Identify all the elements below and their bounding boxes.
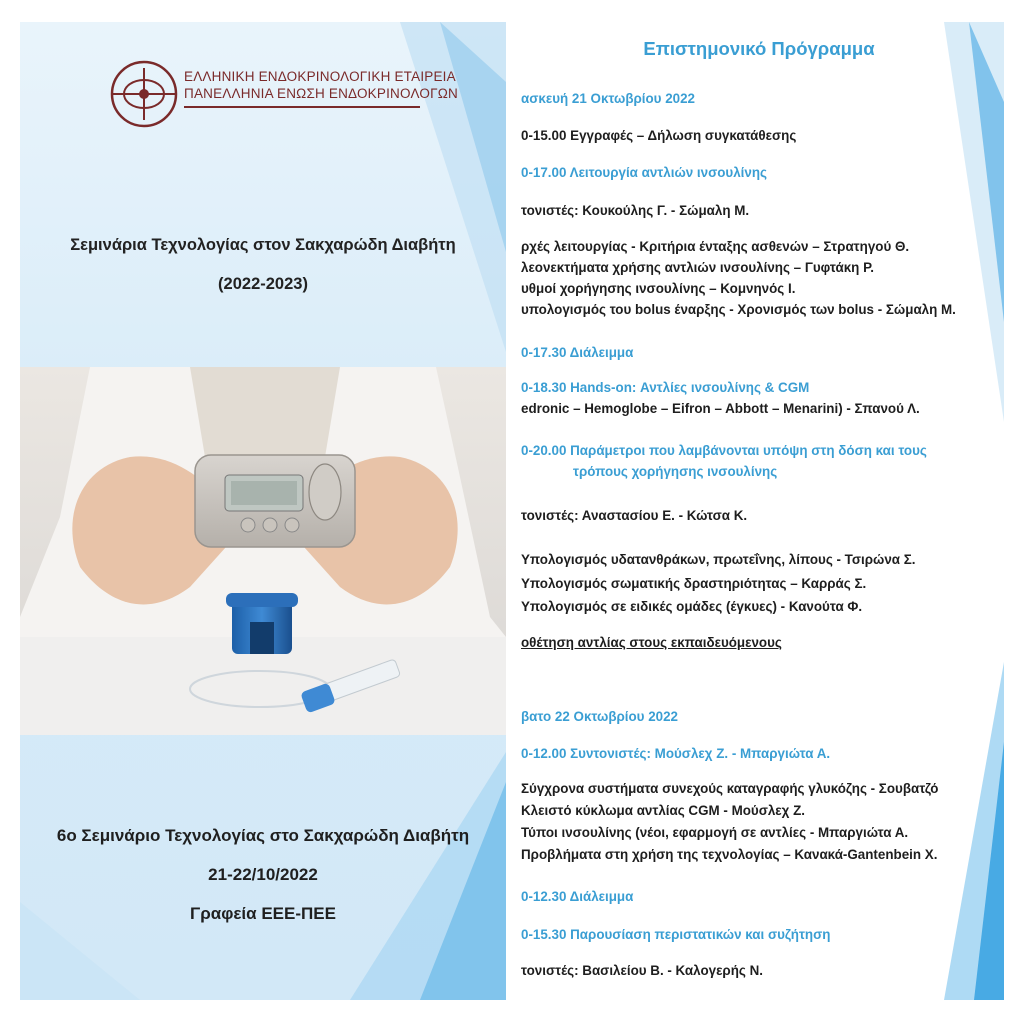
insulin-pump-photo xyxy=(20,367,506,735)
program-line: ρχές λειτουργίας - Κριτήρια ένταξης ασθενών – Στρατηγού Θ. xyxy=(521,239,910,254)
seminar-dates: 21-22/10/2022 xyxy=(208,865,318,884)
program-title: Επιστημονικό Πρόγραμμα xyxy=(643,38,875,59)
program-line: Υπολογισμός σε ειδικές ομάδες (έγκυες) - Κανούτα Φ. xyxy=(521,599,863,614)
day1-heading: ασκευή 21 Οκτωβρίου 2022 xyxy=(521,91,695,106)
program-line: λεονεκτήματα χρήσης αντλιών ινσουλίνης – Γυφτάκη Ρ. xyxy=(521,260,875,275)
seminar-title: 6ο Σεμινάριο Τεχνολογίας στο Σακχαρώδη Διαβήτη xyxy=(56,826,470,845)
program-line: υπολογισμός του bolus έναρξης - Χρονισμός των bolus - Σώμαλη Μ. xyxy=(521,302,956,317)
logo-line-1: ΕΛΛΗΝΙΚΗ ΕΝΔΟΚΡΙΝΟΛΟΓΙΚΗ ΕΤΑΙΡΕΙΑ xyxy=(184,69,456,84)
program-line: τονιστές: Κουκούλης Γ. - Σώμαλη Μ. xyxy=(521,203,750,218)
program-line: Σύγχρονα συστήματα συνεχούς καταγραφής γλυκόζης - Σουβατζό xyxy=(521,781,939,796)
logo-text xyxy=(184,68,458,102)
program-line: Τύποι ινσουλίνης (νέοι, εφαρμογή σε αντλίες - Μπαργιώτα Α. xyxy=(521,825,909,840)
program-line: Υπολογισμός υδατανθράκων, πρωτεΐνης, λίπους - Τσιρώνα Σ. xyxy=(521,552,916,567)
program-line: Υπολογισμός σωματικής δραστηριότητας – Καρράς Σ. xyxy=(521,576,867,591)
logo-line-2: ΠΑΝΕΛΛΗΝΙΑ ΕΝΩΣΗ ΕΝΔΟΚΡΙΝΟΛΟΓΩΝ xyxy=(184,86,458,101)
logo-underline xyxy=(184,106,420,108)
cover-page xyxy=(20,22,506,1000)
series-title: Σεμινάρια Τεχνολογίας στον Σακχαρώδη Διαβήτη xyxy=(70,236,456,254)
session-heading: 0-15.30 Παρουσίαση περιστατικών και συζήτηση xyxy=(521,927,831,942)
program-line: υθμοί χορήγησης ινσουλίνης – Κομνηνός Ι. xyxy=(521,281,796,296)
program-line: Κλειστό κύκλωμα αντλίας CGM - Μούσλεχ Ζ. xyxy=(521,803,805,818)
program-line: 0-15.00 Εγγραφές – Δήλωση συγκατάθεσης xyxy=(521,128,797,143)
series-years: (2022-2023) xyxy=(218,275,308,293)
program-page xyxy=(514,22,1004,1000)
break-heading: 0-17.30 Διάλειμμα xyxy=(521,345,634,360)
seminar-venue: Γραφεία ΕΕΕ-ΠΕΕ xyxy=(190,904,336,923)
program-line: edronic – Hemoglobe – Eifron – Abbott – Menarini) - Σπανού Λ. xyxy=(521,401,920,416)
program-line-underlined: οθέτηση αντλίας στους εκπαιδευόμενους xyxy=(521,635,782,650)
program-line: τονιστές: Αναστασίου Ε. - Κώτσα Κ. xyxy=(521,508,748,523)
society-logo xyxy=(108,58,458,136)
session-heading: 0-12.00 Συντονιστές: Μούσλεχ Ζ. - Μπαργιώτα Α. xyxy=(521,746,831,761)
session-heading: 0-17.00 Λειτουργία αντλιών ινσουλίνης xyxy=(521,165,767,180)
logo-emblem-icon xyxy=(108,58,180,130)
program-line: Προβλήματα στη χρήση της τεχνολογίας – Κανακά-Gantenbein Χ. xyxy=(521,847,938,862)
break-heading: 0-12.30 Διάλειμμα xyxy=(521,889,634,904)
session-heading: 0-18.30 Hands-on: Αντλίες ινσουλίνης & CGM xyxy=(521,380,810,395)
day2-heading: βατο 22 Οκτωβρίου 2022 xyxy=(521,709,678,724)
session-heading: 0-20.00 Παράμετροι που λαμβάνονται υπόψη στη δόση και τους xyxy=(521,443,927,458)
session-heading-cont: τρόπους χορήγησης ινσουλίνης xyxy=(573,464,778,479)
program-line: τονιστές: Βασιλείου Β. - Καλογερής Ν. xyxy=(521,963,763,978)
